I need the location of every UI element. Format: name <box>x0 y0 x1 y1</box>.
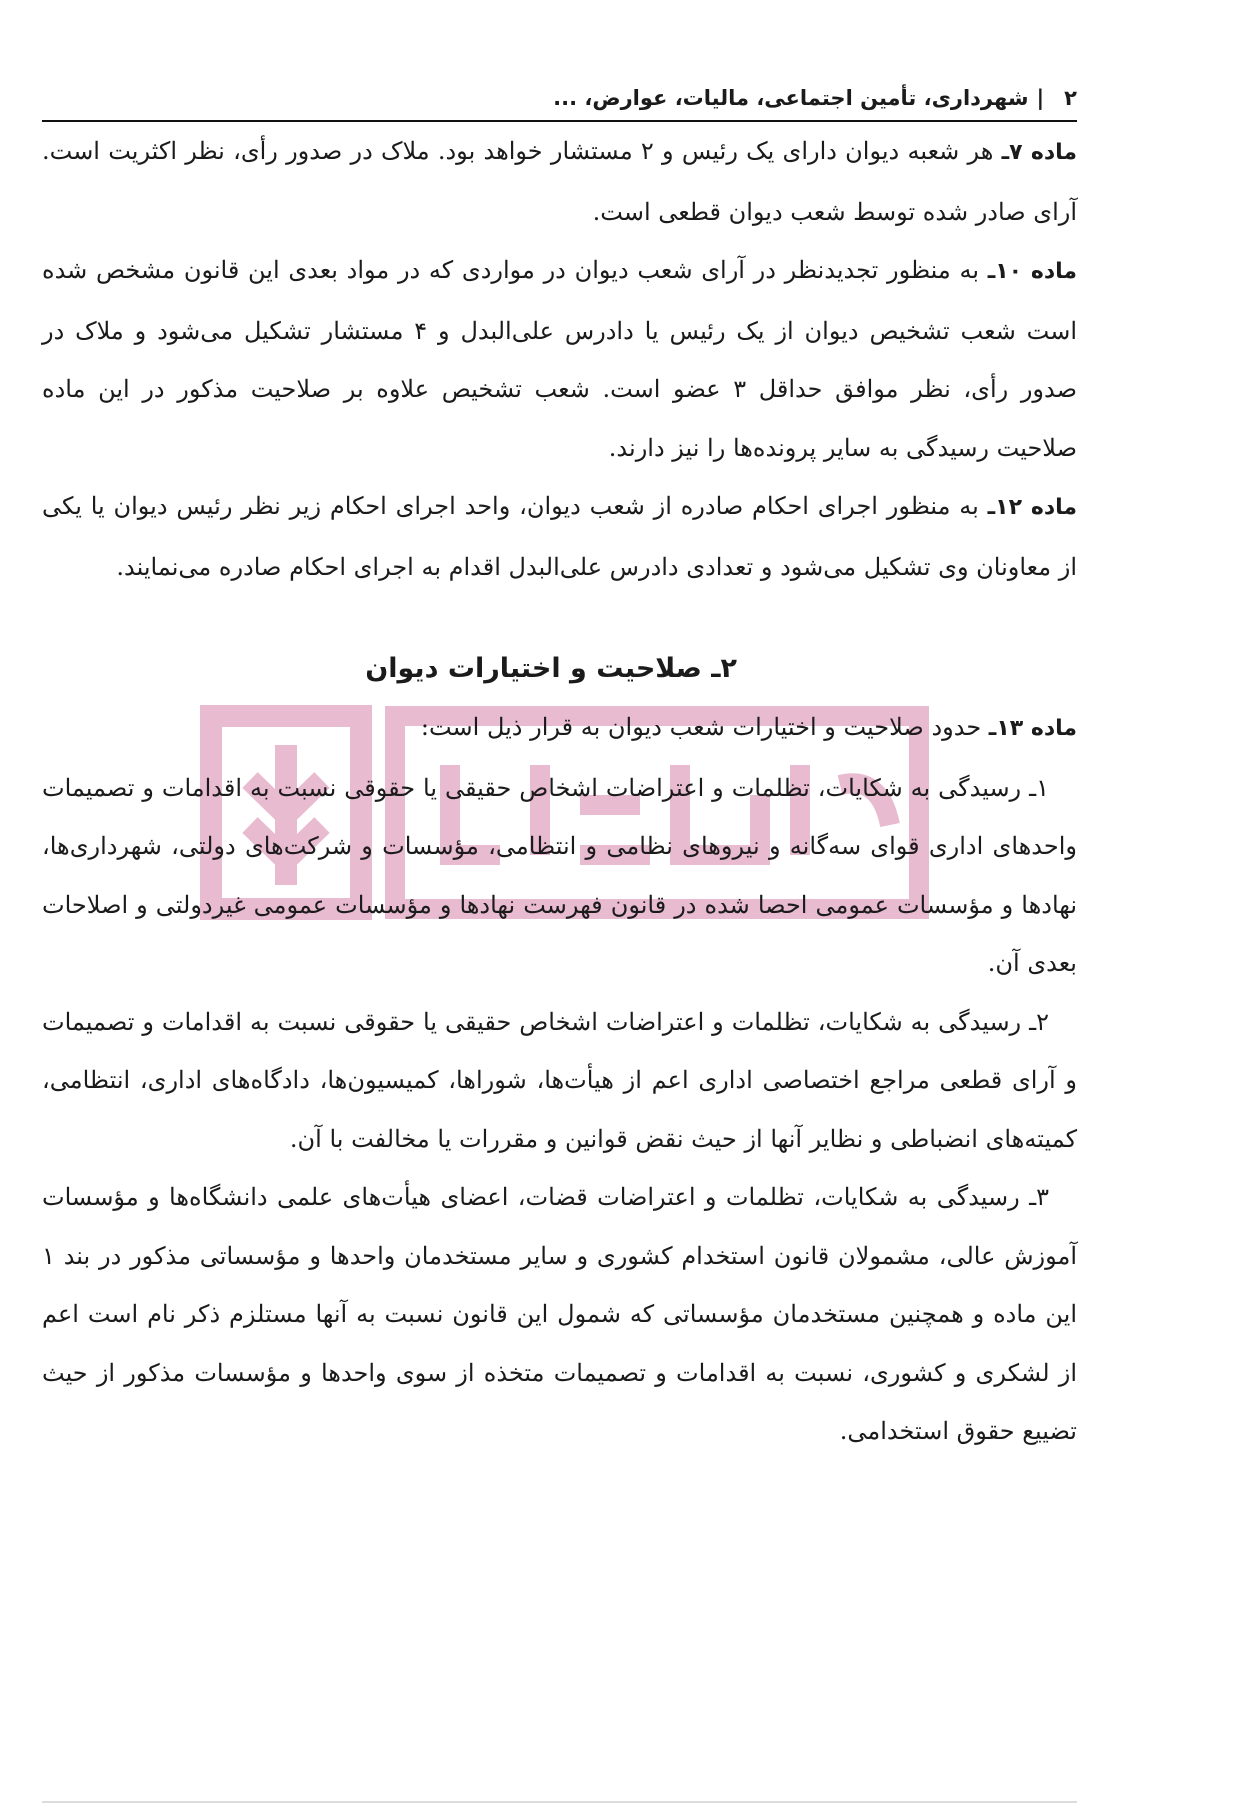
running-head <box>42 76 1077 122</box>
article-label: ماده ۱۰ـ <box>987 259 1077 284</box>
clause-1: ۱ـ رسیدگی به شکایات، تظلمات و اعتراضات اشخاص حقیقی یا حقوقی نسبت به اقدامات و تصمیمات واحدهای اداری قوای سه‌گانه و نیروهای نظامی و انتظامی، مؤسسات و شرکت‌های دولتی، شهرداری‌ها، نهادها و مؤسسات عمومی احصا شده در قانون فهرست نهادها و مؤسسات عمومی غیردولتی و اصلاحات بعدی آن. <box>42 773 1078 977</box>
page-body <box>42 122 1077 1461</box>
clause-3: ۳ـ رسیدگی به شکایات، تظلمات و اعتراضات قضات، اعضای هیأت‌های علمی دانشگاه‌ها و مؤسسات آموزش عالی، مشمولان قانون استخدام کشوری و سایر مستخدمان واحدها و مؤسساتی مذکور در بند ۱ این ماده و همچنین مستخدمان مؤسساتی که شمول این قانون نسبت به آنها مستلزم ذکر نام است اعم از لشکری و کشوری، نسبت به اقدامات و تصمیمات متخذه از سوی واحدها و مؤسسات مذکور از حیث تضییع حقوق استخدامی. <box>42 1183 1077 1445</box>
clause-2: ۲ـ رسیدگی به شکایات، تظلمات و اعتراضات اشخاص حقیقی یا حقوقی نسبت به اقدامات و تصمیمات و آرای قطعی مراجع اختصاصی اداری اعم از هیأت‌ها، شوراها، کمیسیون‌ها، دادگاه‌های اداری، انتظامی، کمیته‌های انضباطی و نظایر آنها از حیث نقض قوانین و مقررات یا مخالفت با آن. <box>42 1007 1077 1153</box>
article-13 <box>42 698 1077 759</box>
article-text: حدود صلاحیت و اختیارات شعب دیوان به قرار ذیل است: <box>420 713 989 741</box>
article-text: به منظور تجدیدنظر در آرای شعب دیوان در مواردی که در مواد بعدی این قانون مشخص شده است شعب تشخیص دیوان از یک رئیس یا دادرس علی‌البدل و ۴ مستشار تشکیل می‌شود و ملاک در صدور رأی، نظر موافق حداقل ۳ عضو است. شعب تشخیص علاوه بر صلاحیت مذکور در این ماده صلاحیت رسیدگی به سایر پرونده‌ها را نیز دارند. <box>42 256 1077 462</box>
running-head-title: شهرداری، تأمین اجتماعی، مالیات، عوارض، ... <box>553 86 1029 110</box>
article-text: به منظور اجرای احکام صادره از شعب دیوان، واحد اجرای احکام زیر نظر رئیس دیوان یا یکی از معاونان وی تشکیل می‌شود و تعدادی دادرس علی‌البدل اقدام به اجرای احکام صادره می‌نمایند. <box>42 492 1077 581</box>
article-12 <box>42 477 1077 596</box>
running-head-separator: | <box>1036 86 1045 110</box>
section-heading: ۲ـ صلاحیت و اختیارات دیوان <box>365 653 737 684</box>
article-label: ماده ۱۲ـ <box>987 495 1077 520</box>
article-text: هر شعبه دیوان دارای یک رئیس و ۲ مستشار خواهد بود. ملاک در صدور رأی، نظر اکثریت است. آرای صادر شده توسط شعب دیوان قطعی است. <box>42 137 1077 226</box>
article-label: ماده ۷ـ <box>1001 140 1077 165</box>
article-label: ماده ۱۳ـ <box>988 716 1077 741</box>
article-7 <box>42 122 1077 241</box>
book-page <box>42 76 1077 1803</box>
article-10 <box>42 241 1077 477</box>
page-number: ۲ <box>1064 86 1077 110</box>
